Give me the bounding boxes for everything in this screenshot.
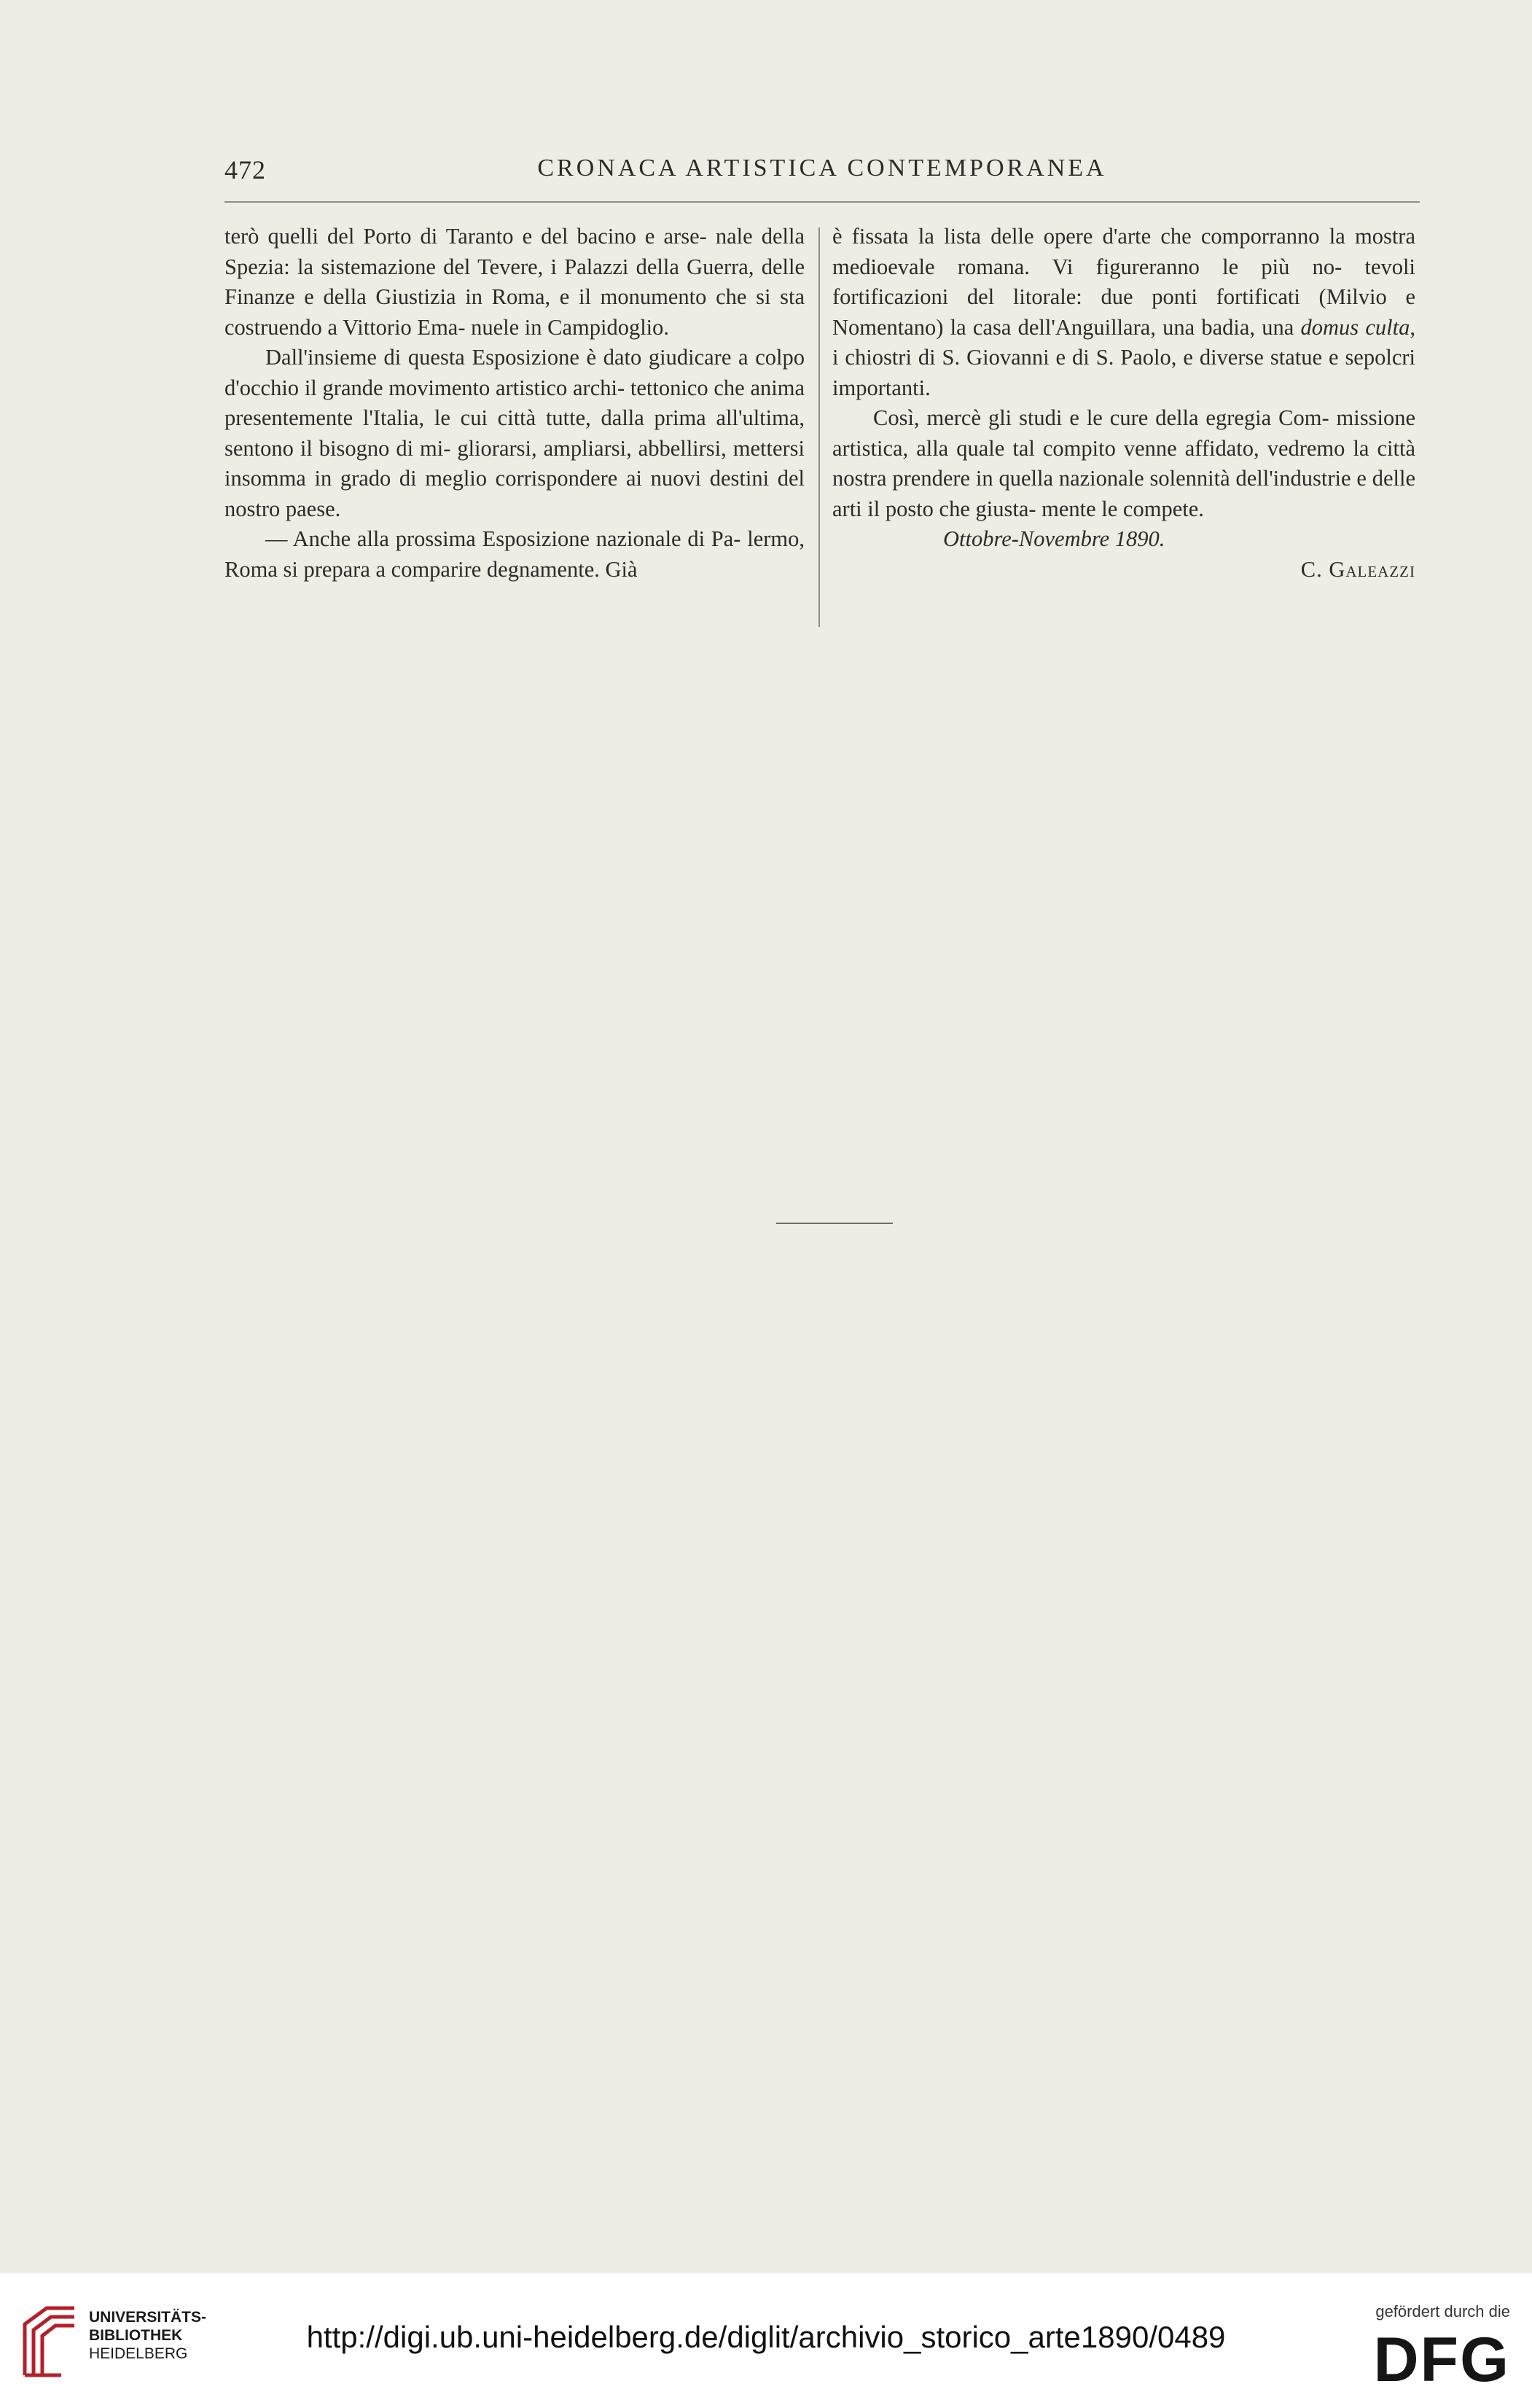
dfg-logo: DFG <box>1373 2325 1510 2395</box>
running-title: CRONACA ARTISTICA CONTEMPORANEA <box>537 155 1107 182</box>
library-name-line-3: HEIDELBERG <box>89 2345 188 2362</box>
page-header <box>224 155 1420 195</box>
right-paragraph-1 <box>832 222 1415 403</box>
page-number: 472 <box>224 155 266 184</box>
column-divider <box>818 227 820 627</box>
right-column <box>832 222 1415 585</box>
author-signature: C. Galeazzi <box>1300 556 1415 582</box>
dateline: Ottobre-Novembre 1890. <box>943 526 1165 551</box>
right-paragraph-1-tail: , i chiostri di S. Giovanni e di S. Paolo, e diverse statue e sepolcri importanti. <box>832 314 1415 400</box>
italic-term: domus culta <box>1300 314 1410 340</box>
source-url-link[interactable]: http://digi.ub.uni-heidelberg.de/diglit/archivio_storico_arte1890/0489 <box>306 2320 1226 2354</box>
left-paragraph-3: — Anche alla prossima Esposizione nazionale di Pa- lermo, Roma si prepara a comparire degnamente. Già <box>224 526 805 582</box>
right-paragraph-2: Così, mercè gli studi e le cure della egregia Com- missione artistica, alla quale tal compito venne affidato, vedremo la città nostra prendere in quella nazionale solennità dell'industrie e delle arti il posto che giusta- mente le compete. <box>832 405 1415 521</box>
library-name-line-2: BIBLIOTHEK <box>89 2327 183 2344</box>
left-paragraph-2: Dall'insieme di questa Esposizione è dato giudicare a colpo d'occhio il grande movimento artistico archi- tettonico che anima presentemente l'Italia, le cui città tutte, dalla prima all'ultima, sentono il bisogno di mi- gliorarsi, ampliarsi, abbellirsi, mettersi insomma in grado di meglio corrispondere ai nuovi destini del nostro paese. <box>224 345 805 521</box>
library-name-line-1: UNIVERSITÄTS- <box>89 2309 207 2326</box>
left-paragraph-1: terò quelli del Porto di Taranto e del bacino e arse- nale della Spezia: la sistemazione del Tevere, i Palazzi della Guerra, delle Finanze e della Giustizia in Roma, e il monumento che si sta costruendo a Vittorio Ema- nuele in Campidoglio. <box>224 224 805 340</box>
footer-bar <box>0 2273 1532 2408</box>
section-end-rule <box>776 1223 893 1224</box>
header-rule <box>224 201 1420 203</box>
left-column <box>224 222 805 585</box>
sponsor-caption: gefördert durch die <box>1375 2302 1510 2321</box>
right-paragraph-1-text: è fissata la lista delle opere d'arte che comporranno la mostra medioevale romana. Vi figureranno le più no- tevoli fortificazioni del litorale: due ponti fortificati (Milvio e Nomentano) la casa dell'Anguillara, una badia, una <box>832 224 1415 340</box>
